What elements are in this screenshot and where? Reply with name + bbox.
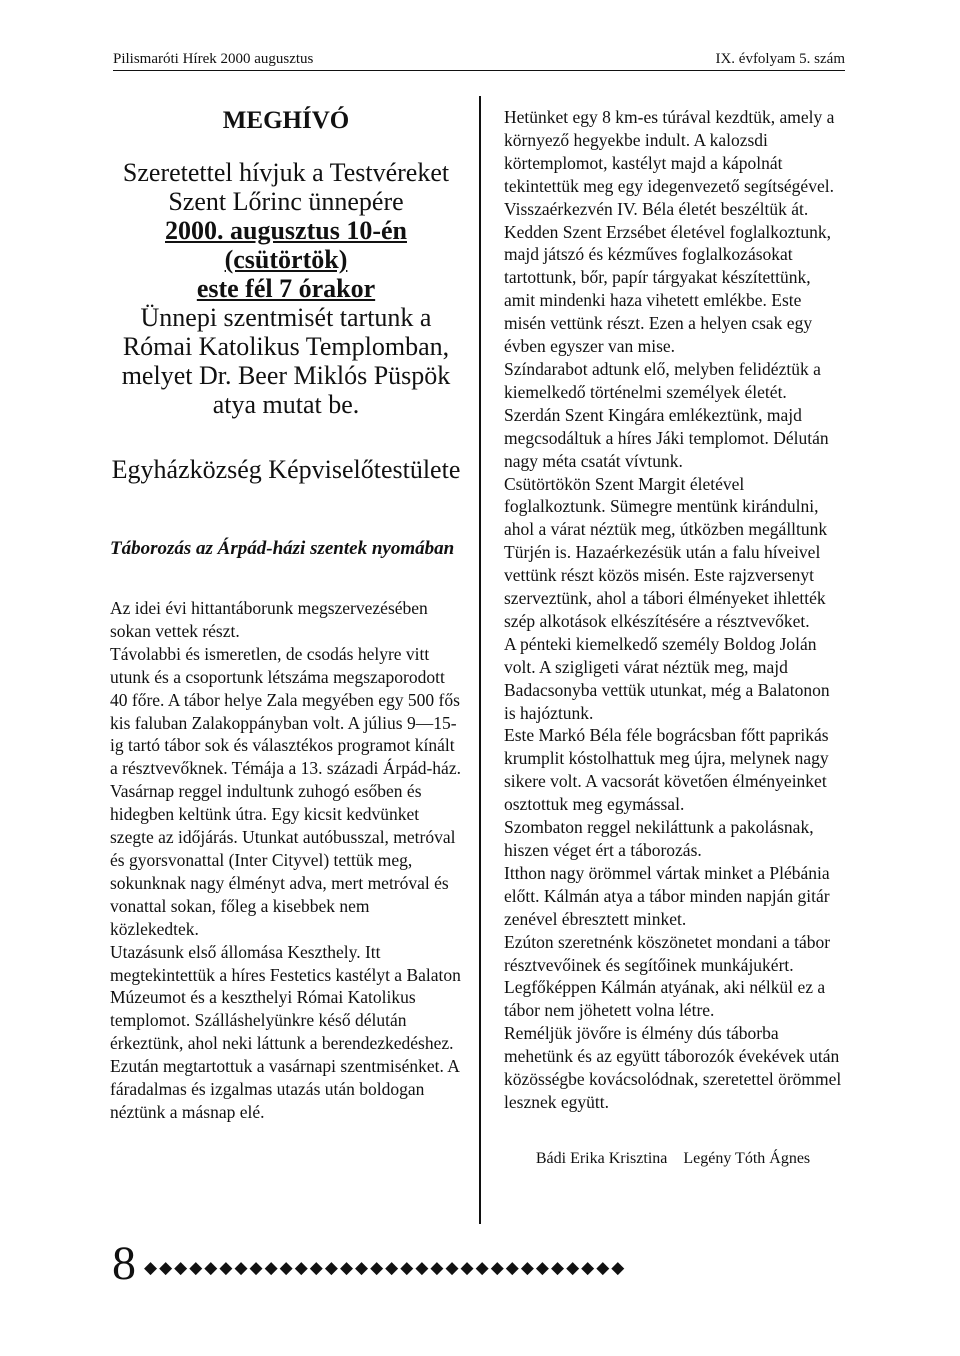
- article-paragraph: Szerdán Szent Kingára emlékeztünk, majd megcsodáltuk a híres Jáki templomot. Délután nagy méta csatát vívtunk.: [504, 404, 829, 471]
- right-column: [504, 106, 842, 1168]
- left-column: [110, 106, 462, 1124]
- article-paragraph: Kedden Szent Erzsébet életével foglalkoztunk, majd játszó és kézműves foglalkozásokat tartottunk, bőr, papír tárgyakat készítettünk, amit mindenki haza vihetett emlékbe. Este misén vettünk részt. Ezen a helyen csak egy évben egyszer van mise.: [504, 221, 832, 357]
- invite-title: MEGHÍVÓ: [222, 107, 350, 134]
- article-paragraph: Ezúton szeretnénk köszönetet mondani a tábor résztvevőinek és segítőinek munkájukért. Legfőképpen Kálmán atyának, aki nélkül ez a tábor nem jöhetett volna létre.: [504, 931, 831, 1021]
- invite-line: Szeretettel hívjuk a Testvéreket: [122, 158, 450, 187]
- article-title: Táborozás az Árpád-házi szentek nyomában: [110, 538, 455, 559]
- invite-line: melyet Dr. Beer Miklós Püspök: [121, 361, 451, 390]
- invite-signature: Egyházközség Képviselőtestülete: [111, 455, 461, 484]
- article-paragraph: Az idei évi hittantáborunk megszervezésében sokan vettek részt.: [110, 598, 428, 641]
- header-issue: IX. évfolyam 5. szám: [715, 51, 845, 67]
- invite-line: Római Katolikus Templomban,: [122, 332, 450, 361]
- invite-date: 2000. augusztus 10-én (csütörtök): [165, 216, 407, 274]
- column-divider: [479, 96, 481, 1224]
- page-header: [113, 48, 845, 71]
- author-name: Legény Tóth Ágnes: [683, 1149, 811, 1167]
- article-paragraph: Hetünket egy 8 km-es túrával kezdtük, amely a környező hegyekbe indult. A kalozsdi körtemplomot, kastélyt majd a kápolnát tekintettük meg egy idegenvezető segítségével. Visszaérkezvén IV. Béla életét beszéltük át.: [504, 107, 835, 219]
- invite-line: Szent Lőrinc ünnepére: [168, 187, 404, 216]
- invite-time: este fél 7 órakor: [196, 274, 376, 303]
- header-publication: Pilismaróti Hírek 2000 augusztus: [113, 51, 314, 67]
- page-number: 8: [112, 1237, 136, 1290]
- invite-line: Ünnepi szentmisét tartunk a: [140, 303, 432, 332]
- article-paragraph: A pénteki kiemelkedő személy Boldog Jolán volt. A szigligeti várat néztük meg, majd Badacsonyba vettük utunkat, még a Balatonon is hajóztunk.: [504, 633, 830, 723]
- article-paragraph: Este Markó Béla féle bográcsban főtt paprikás krumplit kóstolhattuk meg újra, melynek nagy sikere volt. A vacsorát követően élményeinket osztottuk meg egymással.: [504, 725, 829, 815]
- article-paragraph: Színdarabot adtunk elő, melyben felidéztük a kiemelkedő történelmi személyek életét.: [504, 358, 821, 402]
- left-article-body: [110, 597, 462, 1124]
- invite-line: atya mutat be.: [212, 390, 360, 419]
- article-paragraph: Reméljük jövőre is élmény dús táborba mehetünk és az együtt táborozók évekévek után közösségbe kovácsolódnak, szeretettel örömmel lesznek együtt.: [504, 1023, 842, 1112]
- article-paragraph: Ezután megtartottuk a vasárnapi szentmisénket. A fáradalmas és izgalmas utazás után boldogan néztünk a másnap elé.: [110, 1056, 459, 1122]
- article-paragraph: Vasárnap reggel indultunk zuhogó esőben és hidegben keltünk útra. Egy kicsit kedvünket szegte az időjárás. Utunkat autóbusszal, metróval és gyorsvonattal (Inter Cityvel) tettük meg, sokunknak nagy élményt adva, mert metróval és vonattal sokan, főleg a kisebbek nem közlekedtek.: [110, 781, 456, 939]
- article-paragraph: Csütörtökön Szent Margit életével foglalkoztunk. Sümegre mentünk kirándulni, ahol a várat néztük meg, útközben megálltunk Türjén is. Hazaérkezésük után a falu híveivel vettünk részt közös misén. Este rajzversenyt szerveztünk, ahol a tábori élményeket ihlették szép alkotások elkészítésére a résztvevőket.: [504, 473, 828, 631]
- article-paragraph: Távolabbi és ismeretlen, de csodás helyre vitt utunk és a csoportunk létszáma megszaporodott 40 főre. A tábor helye Zala megyében egy 500 fős kis faluban Zalakoppányban volt. A július 9—15-ig tartó tábor sok és választékos programot kínált a résztvevőknek. Témája a 13. századi Árpád-ház.: [110, 643, 461, 779]
- article-paragraph: Utazásunk első állomása Keszthely. Itt megtekintettük a híres Festetics kastélyt a Balaton Múzeumot és a keszthelyi Római Katolikus templomot. Szálláshelyünkre késő délután érkeztünk, ahol neki láttunk a berendezkedéshez.: [110, 941, 461, 1054]
- author-name: Bádi Erika Krisztina: [535, 1149, 668, 1167]
- article-paragraph: Szombaton reggel nekiláttunk a pakolásnak, hiszen véget ért a táborozás.: [504, 817, 814, 860]
- article-authors: [504, 1150, 842, 1168]
- invite-body: [110, 158, 462, 419]
- diamond-ornament-icon: ◆◆◆◆◆◆◆◆◆◆◆◆◆◆◆◆◆◆◆◆◆◆◆◆◆◆◆◆◆◆◆◆: [144, 1258, 627, 1277]
- article-paragraph: Itthon nagy örömmel vártak minket a Plébánia előtt. Kálmán atya a tábor minden napján gitár zenével ébresztett minket.: [504, 862, 830, 929]
- page-footer: [112, 1236, 832, 1296]
